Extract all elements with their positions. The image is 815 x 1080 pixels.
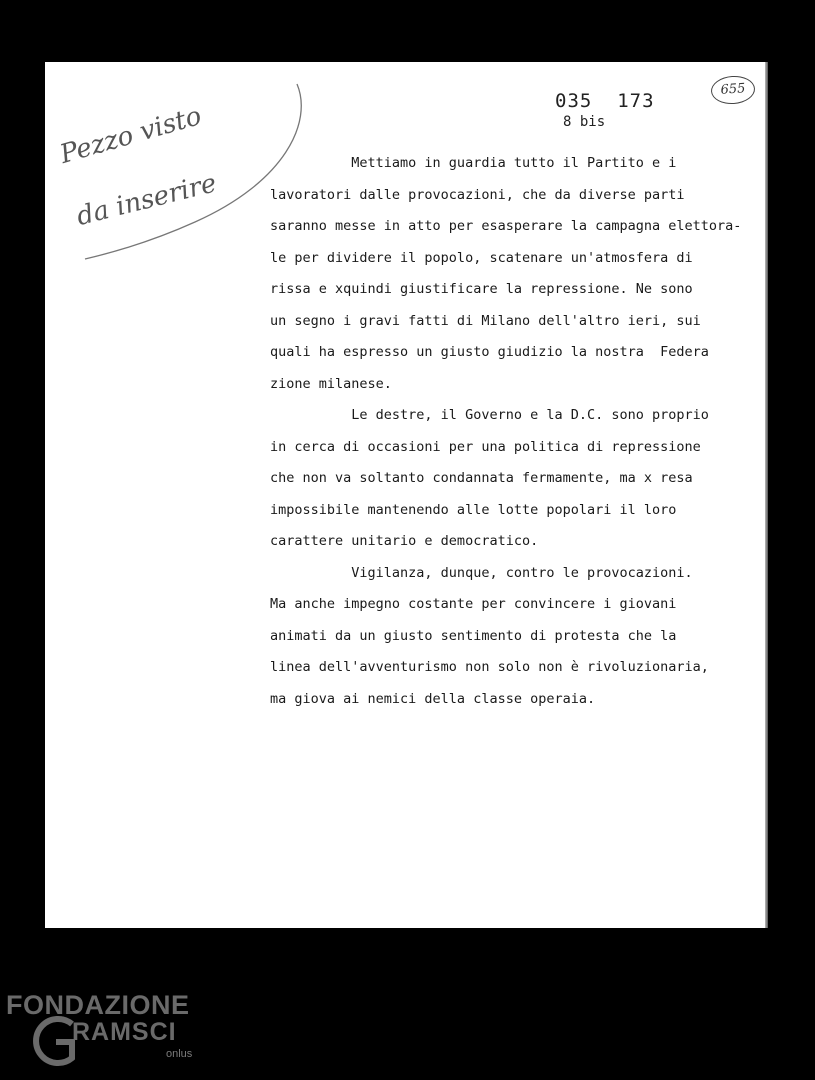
typewritten-body (270, 148, 768, 715)
text-line: Ma anche impegno costante per convincere i giovani (270, 596, 677, 612)
text-line: saranno messe in atto per esasperare la campagna elettora- (270, 218, 742, 234)
logo-name-line-1: FONDAZIONE (6, 990, 190, 1020)
text-line: le per dividere il popolo, scatenare un'atmosfera di (270, 249, 693, 266)
text-line: lavoratori dalle provocazioni, che da diverse parti (270, 186, 685, 203)
text-line: rissa e xquindi giustificare la repressione. Ne sono (270, 281, 693, 297)
text-line: Vigilanza, dunque, contro le provocazioni. (270, 564, 693, 581)
handwritten-annotation (45, 62, 305, 262)
document-page (45, 62, 768, 928)
text-line: zione milanese. (270, 375, 392, 392)
text-line: quali ha espresso un giusto giudizio la nostra Federa (270, 344, 709, 360)
annotation-line-2: da inserire (73, 168, 220, 232)
text-line: Mettiamo in guardia tutto il Partito e i (270, 155, 677, 171)
text-line: che non va soltanto condannata fermamente, ma x resa (270, 470, 693, 486)
text-line: carattere unitario e democratico. (270, 533, 539, 549)
logo-name-line-2: RAMSCI (72, 1018, 177, 1046)
text-line: ma giova ai nemici della classe operaia. (270, 690, 596, 707)
archive-number: 035 173 (555, 90, 655, 112)
fondazione-gramsci-logo (6, 990, 206, 1070)
text-line: in cerca di occasioni per una politica di repressione (270, 438, 701, 455)
logo-suffix: onlus (166, 1048, 193, 1060)
annotation-line-1: Pezzo visto (56, 101, 205, 170)
circled-page-number: 655 (710, 74, 756, 105)
text-line: Le destre, il Governo e la D.C. sono proprio (270, 407, 709, 423)
text-line: impossibile mantenendo alle lotte popolari il loro (270, 501, 677, 518)
sheet-suffix: 8 bis (563, 114, 606, 130)
text-line: un segno i gravi fatti di Milano dell'altro ieri, sui (270, 312, 701, 329)
text-line: linea dell'avventurismo non solo non è rivoluzionaria, (270, 659, 709, 675)
text-line: animati da un giusto sentimento di protesta che la (270, 627, 677, 644)
